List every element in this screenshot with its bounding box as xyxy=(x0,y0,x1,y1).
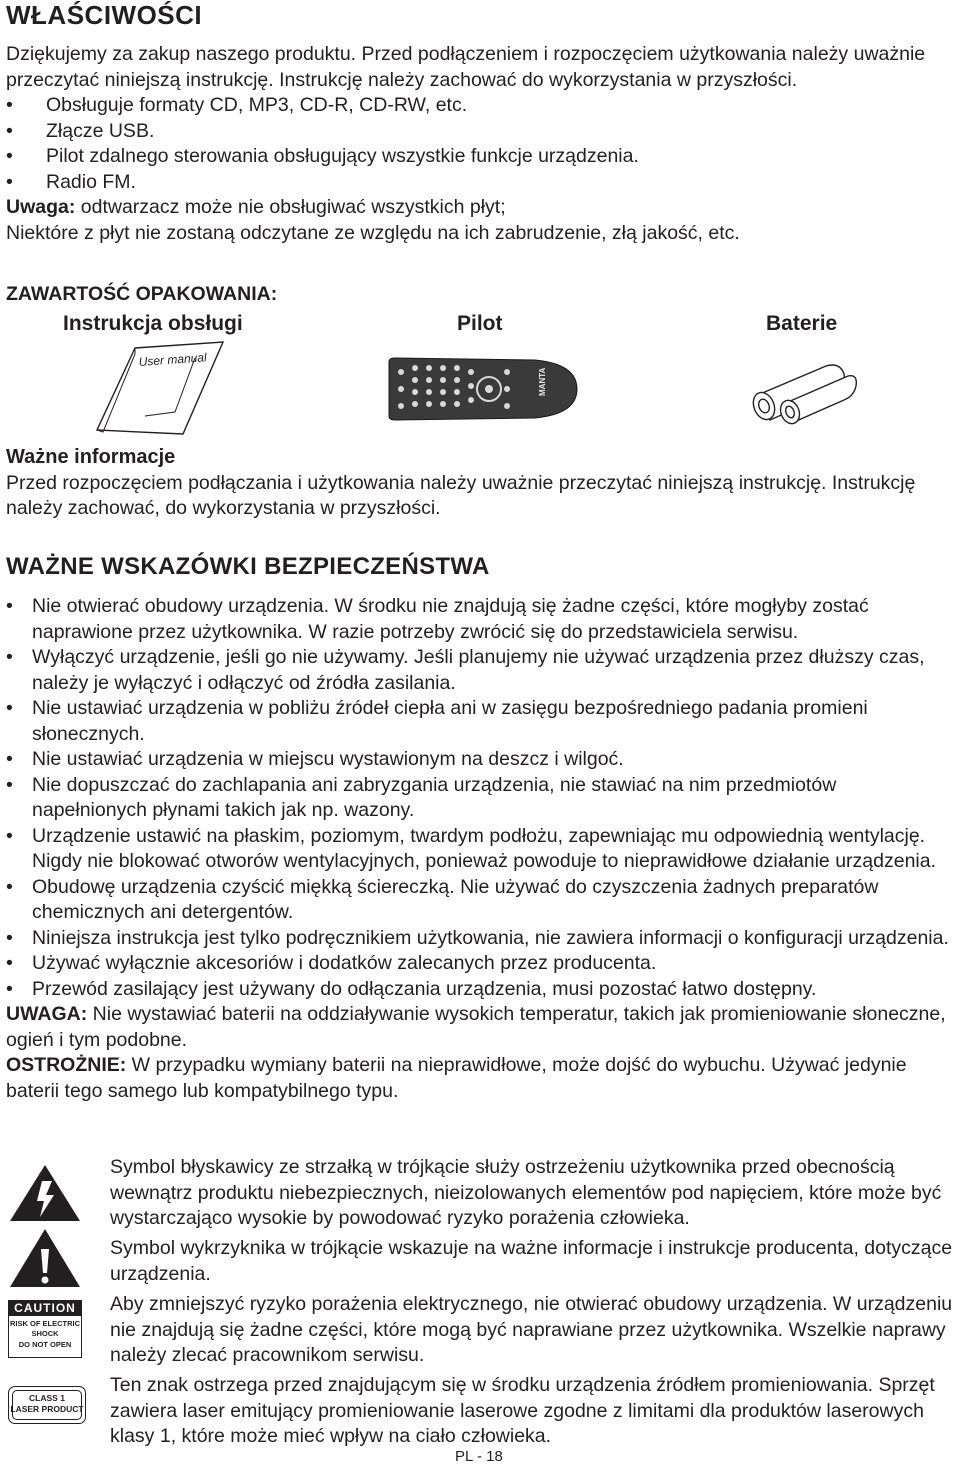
features-list xyxy=(6,93,956,195)
safety-item: • Nie dopuszczać do zachlapania ani zabryzgania urządzenia, nie stawiać na nim przedmiotów napełnionych płynami takich jak np. wazony. xyxy=(6,773,956,824)
safety-list xyxy=(6,594,956,1002)
safety-item: • Obudowę urządzenia czyścić miękką ściereczką. Nie używać do czyszczenia żadnych preparatów chemicznych ani detergentów. xyxy=(6,875,956,926)
feature-item: • Pilot zdalnego sterowania obsługujący wszystkie funkcje urządzenia. xyxy=(6,144,956,170)
safety-item: • Nie otwierać obudowy urządzenia. W środku nie znajdują się żadne części, które mogłyby zostać naprawione przez użytkownika. W razie potrzeby zwrócić się do przedstawiciela serwisu. xyxy=(6,594,956,645)
caution-label-icon: CAUTION RISK OF ELECTRIC SHOCK DO NOT OPEN xyxy=(8,1300,82,1358)
note-line2: Niektóre z płyt nie zostaną odczytane ze względu na ich zabrudzenie, złą jakość, etc. xyxy=(6,221,740,244)
note-label: Uwaga: xyxy=(6,196,76,218)
safety-item: • Przewód zasilający jest używany do odłączania urządzenia, musi pozostać łatwo dostępny. xyxy=(6,977,956,1003)
safety-item: • Niniejsza instrukcja jest tylko podręcznikiem użytkowania, nie zawiera informacji o konfiguracji urządzenia. xyxy=(6,926,956,952)
symbol-caution-text: Aby zmniejszyć ryzyko porażenia elektrycznego, nie otwierać obudowy urządzenia. W urządzeniu nie znajdują się żadne części, które mogą być naprawiane przez użytkownika. Wszelkie naprawy należy zlecać pracownikom serwisu. xyxy=(110,1293,953,1366)
note-text xyxy=(6,195,956,221)
lightning-triangle-icon xyxy=(8,1163,82,1223)
warning-label: UWAGA: xyxy=(6,1003,88,1025)
symbol-lightning-text: Symbol błyskawicy ze strzałką w trójkącie służy ostrzeżeniu użytkownika przed obecnością wewnątrz produktu niebezpiecznych, nieizolowanych elementów pod napięciem, które może być wystarczająco wysokie by powodować ryzyko porażenia człowieka. xyxy=(110,1156,942,1229)
important-section xyxy=(6,445,956,522)
package-item-batteries: Baterie xyxy=(766,312,838,335)
feature-item: • Radio FM. xyxy=(6,170,956,196)
user-manual-illustration xyxy=(95,340,225,440)
important-text: Przed rozpoczęciem podłączania i użytkowania należy uważnie przeczytać niniejszą instrukcję. Instrukcję należy zachować, do wykorzystania w przyszłości. xyxy=(6,471,916,519)
symbol-laser-text: Ten znak ostrzega przed znajdującym się w środku urządzenia źródłem promieniowania. Sprzęt zawiera laser emitujący promieniowanie laserowe zgodne z limitami dla produktów laserowych klasy 1, które może mieć wpływ na ciało człowieka. xyxy=(110,1374,935,1447)
features-section xyxy=(6,42,956,246)
feature-item: • Obsługuje formaty CD, MP3, CD-R, CD-RW, etc. xyxy=(6,93,956,119)
caution-text-label: OSTROŻNIE: xyxy=(6,1054,127,1076)
package-item-remote: Pilot xyxy=(457,312,503,335)
exclamation-triangle-icon xyxy=(8,1227,82,1289)
package-item-manual: Instrukcja obsługi xyxy=(63,312,243,335)
safety-item: • Nie ustawiać urządzenia w miejscu wystawionym na deszcz i wilgoć. xyxy=(6,747,956,773)
safety-heading: WAŻNE WSKAZÓWKI BEZPIECZEŃSTWA xyxy=(6,553,490,580)
remote-brand-text: MANTA xyxy=(538,367,547,396)
intro-text: Dziękujemy za zakup naszego produktu. Przed podłączeniem i rozpoczęciem użytkowania należy uważnie przeczytać niniejszą instrukcję. Instrukcję należy zachować do wykorzystania w przyszłości. xyxy=(6,43,926,91)
important-heading: Ważne informacje xyxy=(6,446,176,468)
feature-item: • Złącze USB. xyxy=(6,119,956,145)
safety-item: • Używać wyłącznie akcesoriów i dodatków zalecanych przez producenta. xyxy=(6,951,956,977)
safety-item: • Wyłączyć urządzenie, jeśli go nie używamy. Jeśli planujemy nie używać urządzenia przez dłuższy czas, należy je wyłączyć i odłączyć od źródła zasilania. xyxy=(6,645,956,696)
caution-label-title: CAUTION xyxy=(9,1301,81,1316)
remote-control-illustration xyxy=(385,356,580,422)
symbol-exclamation-text: Symbol wykrzyknika w trójkącie wskazuje na ważne informacje i instrukcje producenta, dotyczące urządzenia. xyxy=(110,1237,953,1285)
batteries-illustration xyxy=(748,356,858,426)
page-heading: WŁAŚCIWOŚCI xyxy=(6,0,203,30)
safety-item: • Nie ustawiać urządzenia w pobliżu źródeł ciepła ani w zasięgu bezpośredniego padania promieni słonecznych. xyxy=(6,696,956,747)
caution-text: OSTROŻNIE: W przypadku wymiany baterii na nieprawidłowe, może dojść do wybuchu. Używać jedynie baterii tego samego lub kompatybilnego typu. xyxy=(6,1054,907,1102)
note-line1: odtwarzacz może nie obsługiwać wszystkich płyt; xyxy=(75,196,506,218)
laser-label-icon: CLASS 1 LASER PRODUCT xyxy=(8,1386,86,1424)
page-number: PL - 18 xyxy=(455,1448,503,1465)
safety-item: • Urządzenie ustawić na płaskim, poziomym, twardym podłożu, zapewniając mu odpowiednią wentylację. Nigdy nie blokować otworów wentylacyjnych, ponieważ powoduje to nieprawidłowe działanie urządzenia. xyxy=(6,824,956,875)
manual-cover-text: User manual xyxy=(138,350,208,369)
warning-text: UWAGA: Nie wystawiać baterii na oddziaływanie wysokich temperatur, takich jak promieniowanie słoneczne, ogień i tym podobne. xyxy=(6,1003,946,1051)
safety-section xyxy=(6,594,956,1104)
package-heading: ZAWARTOŚĆ OPAKOWANIA: xyxy=(6,283,278,305)
